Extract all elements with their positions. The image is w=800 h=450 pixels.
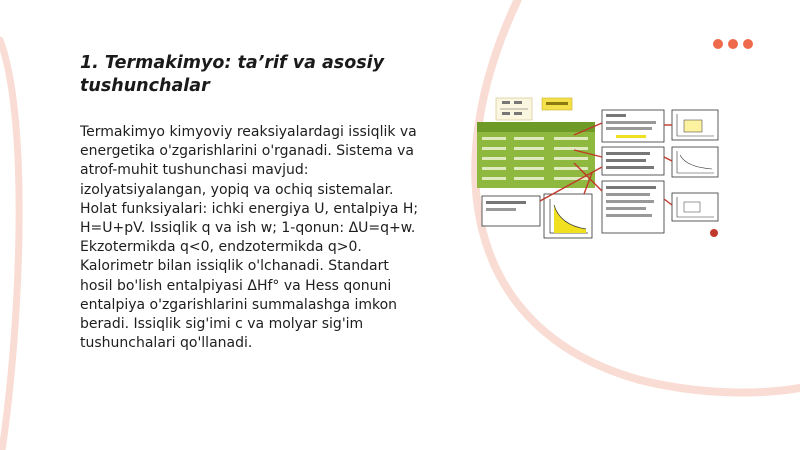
slide-body-text: Termakimyo kimyoviy reaksiyalardagi issiqlik va energetika o'zgarishlarini o'rganadi. Sistema va atrof-muhit tushunchasi mavjud: izolyatsiyalangan, yopiq va ochiq sistemalar. Holat funksiyalari: ichki energiya U, entalpiya H; H=U+pV. Issiqlik q va ish w; 1-qonun: ΔU=q+w. Ekzotermikda q<0, endzotermikda q>0. Kalorimetr bilan issiqlik o'lchanadi. Standart hosil bo'lish entalpiyasi ΔHf° va Hess qonuni entalpiya o'zgarishlarini summalashga imkon beradi. Issiqlik sig'imi c va molyar sig'im tushunchalari qo'llanadi. bbox=[80, 124, 419, 352]
decorative-dots bbox=[713, 39, 753, 49]
dot-1 bbox=[713, 39, 723, 49]
dot-3 bbox=[743, 39, 753, 49]
thermodynamics-diagram-image bbox=[474, 95, 726, 245]
slide-title: 1. Termakimyo: ta’rif va asosiy tushunchalar bbox=[80, 53, 385, 96]
dot-2 bbox=[728, 39, 738, 49]
